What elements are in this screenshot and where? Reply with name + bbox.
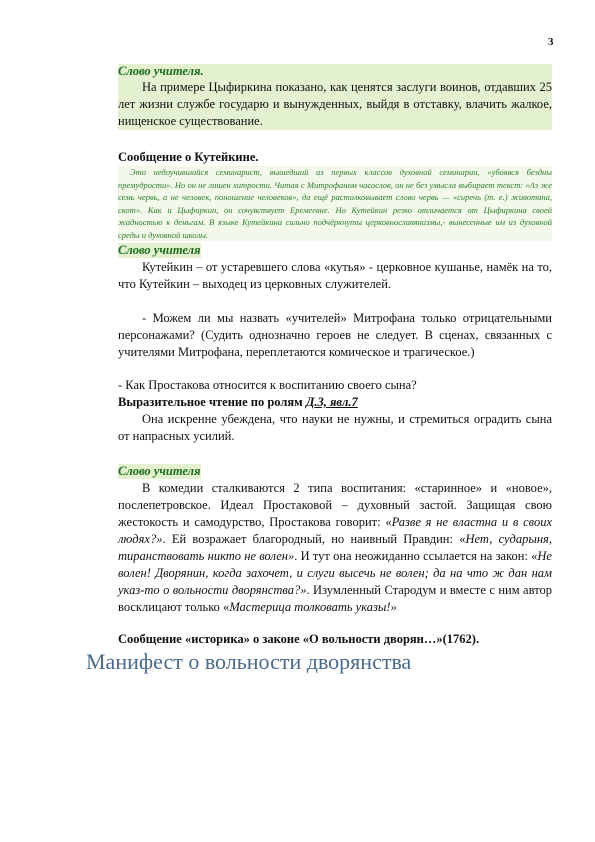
teacher-word-1-text: На примере Цыфиркина показано, как ценятся заслуги воинов, отдавших 25 лет жизни службе государю и вынужденных, выйдя в отставку, влачить жалкое, нищенское существование.: [118, 80, 552, 128]
teacher-word-2-label: Слово учителя: [118, 243, 201, 257]
historian-report: [118, 632, 552, 647]
question-1: [118, 310, 552, 361]
kuteikin-report: [118, 150, 552, 165]
tw3-quote-2: Нет, сударыня, тиранствовать никто не волен»: [118, 532, 552, 563]
teacher-word-3-text: [118, 480, 552, 616]
teacher-word-2-text: Кутейкин – от устаревшего слова «кутья» - церковное кушанье, намёк на то, что Кутейкин – выходец из церковных служителей.: [118, 260, 552, 291]
tw3-quote-4: Мастерица толковать указы!»: [229, 600, 397, 614]
manifest-heading: Манифест о вольности дворянства: [86, 649, 412, 674]
historian-report-text: Сообщение «историка» о законе «О вольности дворян…»(1762).: [118, 632, 480, 646]
kuteikin-report-heading: Сообщение о Кутейкине.: [118, 150, 259, 164]
tw3-part-4: . Изумленный Стародум и вместе с ним автор восклицают только «: [118, 583, 552, 614]
question-2-text: - Как Простакова относится к воспитанию своего сына?: [118, 378, 417, 392]
answer-text: Она искренне убеждена, что науки не нужны, и стремиться оградить сына от напрасных усилий.: [118, 412, 552, 443]
tw3-part-2: . Ей возражает благородный, но наивный Правдин: «: [162, 532, 466, 546]
tw3-part-3: . И тут она неожиданно ссылается на закон: «: [294, 549, 538, 563]
teacher-word-1-label: Слово учителя.: [118, 64, 204, 78]
question-1-text: - Можем ли мы назвать «учителей» Митрофана только отрицательными персонажами? (Судить однозначно героев не следует. В сценах, связанных с учителями Митрофана, переплетаются комическое и трагическое.): [118, 311, 552, 359]
teacher-word-1: [118, 64, 552, 130]
reading-prefix: Выразительное чтение по ролям: [118, 395, 306, 409]
teacher-word-2: [118, 241, 552, 293]
tw3-quote-3: Не волен! Дворянин, когда захочет, и слуги высечь не волен; да на что ж дан нам указ-то о вольности дворянства?»: [118, 549, 552, 597]
question-2-block: [118, 377, 552, 445]
teacher-word-3-label: Слово учителя: [118, 464, 201, 478]
page-number: 3: [548, 36, 554, 48]
tw3-part-1: В комедии сталкиваются 2 типа воспитания: «старинное» и «новое», послепетровское. Идеал Простаковой – духовный застой. Защищая свою жестокость и самодурство, Простакова говорит: «: [118, 481, 552, 529]
tw3-quote-1: Разве я не властна и в своих людях?»: [118, 515, 552, 546]
kuteikin-report-text: Это недоучившийся семинарист, вышедший из первых классов духовной семинарии, «убоявся бездны премудрости». Но он не лишен хитрости. Читая с Митрофаном часослов, он не без умысла выбирает текст: «Аз же семь червь, а не человек, поношение человеков», да ещё растолковывает слово червь — «сиречь (т. е.) животина, скот». Как и Цыфиркин, он сочувствует Еремеевне. Но Кутейкин резко отличается от Цыфиркина своей жадностью к деньгам. В языке Кутейкина сильно подчёркнуты церковнославянизмы,- вынесенные им из духовной среды и духовной школы.: [118, 167, 552, 240]
reading-line: [118, 394, 552, 411]
reading-ref: Д.3, явл.7: [305, 395, 358, 409]
teacher-word-3: [118, 462, 552, 616]
kuteikin-report-body: [118, 166, 552, 241]
